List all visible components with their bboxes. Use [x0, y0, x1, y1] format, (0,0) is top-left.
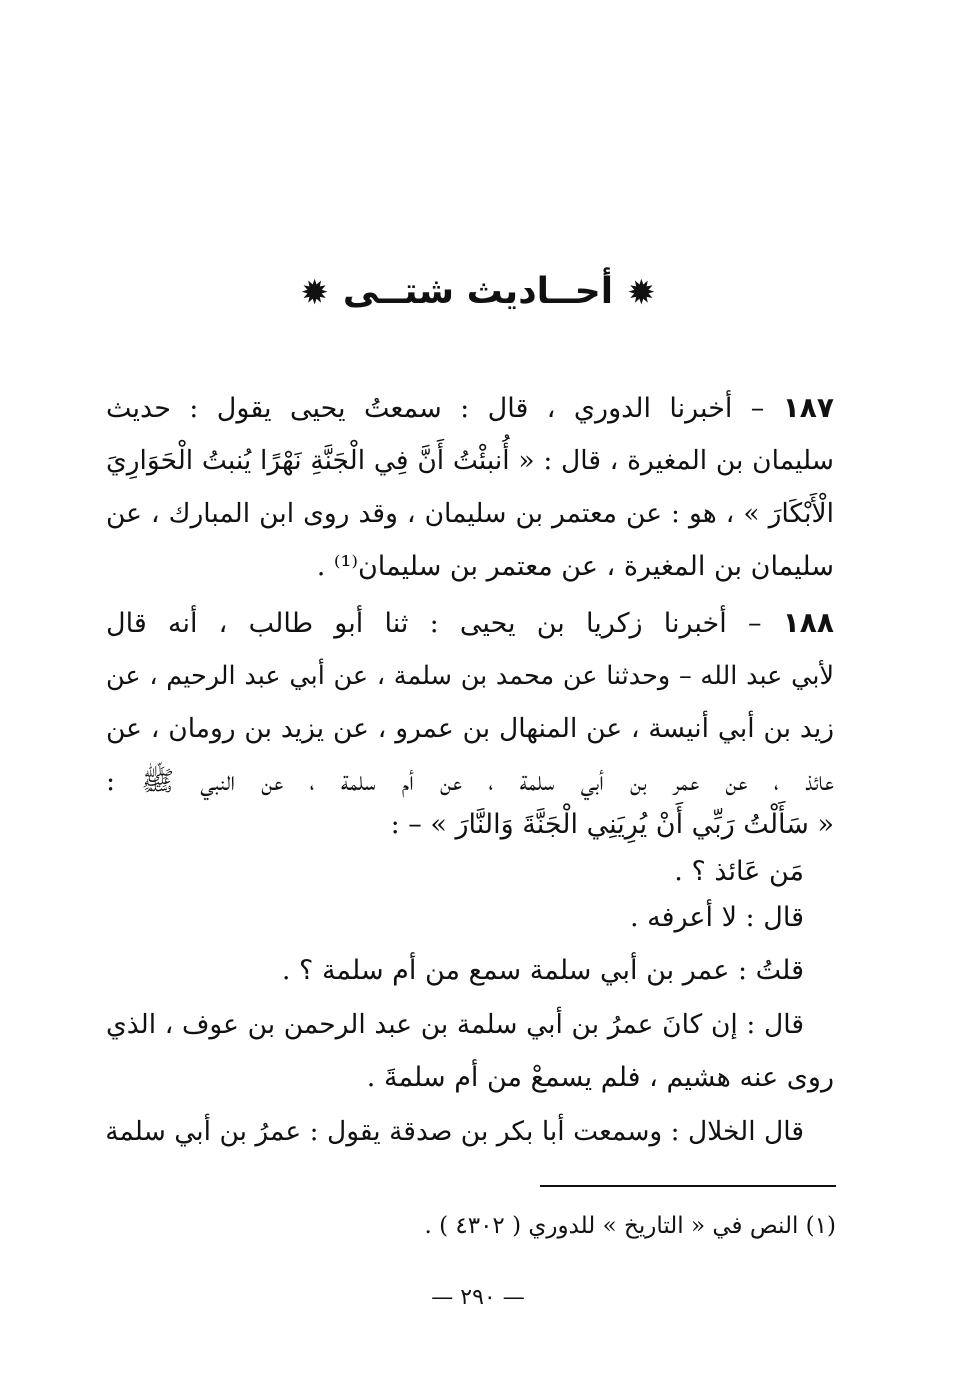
dialogue-line-1: مَن عَائذ ؟ .: [674, 856, 804, 887]
dialogue-line-3: قلتُ : عمر بن أبي سلمة سمع من أم سلمة ؟ .: [281, 955, 804, 986]
paragraph-187-line-2: سليمان بن المغيرة ، قال : « أُنبئْتُ أَنَّ فِي الْجَنَّةِ نَهْرًا يُنبتُ الْحَوَارِيَ: [106, 445, 834, 476]
paragraph-188-line-3: زيد بن أبي أنيسة ، عن المنهال بن عمرو ، عن يزيد بن رومان ، عن: [106, 713, 834, 744]
dialogue-line-5: روى عنه هشيم ، فلم يسمعْ من أم سلمةَ .: [366, 1062, 834, 1093]
hadith-number: ١٨٧: [782, 391, 834, 424]
paragraph-187-line-3: الْأَبْكَارَ » ، هو : عن معتمر بن سليمان ، وقد روى ابن المبارك ، عن: [106, 498, 834, 529]
hadith-number: ١٨٨: [782, 606, 834, 639]
footnote-divider: [540, 1185, 836, 1187]
section-title-text: أحــاديث شتــى: [342, 271, 614, 312]
paragraph-188-line-1: [106, 598, 834, 648]
page-number: — ٢٩٠ —: [431, 1285, 525, 1310]
paragraph-text: – أخبرنا زكريا بن يحيى : ثنا أبو طالب ، أنه قال: [106, 608, 762, 639]
dialogue-line-6: قال الخلال : وسمعت أبا بكر بن صدقة يقول : عمرُ بن أبي سلمة: [105, 1116, 804, 1147]
dialogue-line-4: قال : إن كانَ عمرُ بن أبي سلمة بن عبد الرحمن بن عوف ، الذي: [106, 1009, 804, 1040]
paragraph-188-line-2: لأبي عبد الله – وحدثنا عن محمد بن سلمة ، عن أبي عبد الرحيم ، عن: [106, 661, 834, 691]
section-title: [0, 262, 956, 323]
paragraph-188-line-4: عائذ ، عن عمر بن أبي سلمة ، عن أم سلمة ، عن النبي ﷺ :: [106, 766, 834, 797]
star-ornament-icon: ✹: [300, 273, 329, 313]
star-ornament-icon: ✹: [627, 273, 656, 313]
paragraph-187-line-1: [106, 383, 834, 433]
paragraph-187-line-4: سليمان بن المغيرة ، عن معتمر بن سليمان⁽¹⁾ .: [316, 551, 834, 582]
paragraph-text: – أخبرنا الدوري ، قال : سمعتُ يحيى يقول : حديث: [106, 393, 765, 424]
paragraph-188-line-5: « سَأَلْتُ رَبِّي أَنْ يُرِيَنِي الْجَنَّةَ وَالنَّارَ » – :: [390, 809, 834, 840]
footnote: (١) النص في « التاريخ » للدوري ( ٤٣٠٢ ) .: [424, 1213, 836, 1239]
dialogue-line-2: قال : لا أعرفه .: [629, 902, 804, 933]
